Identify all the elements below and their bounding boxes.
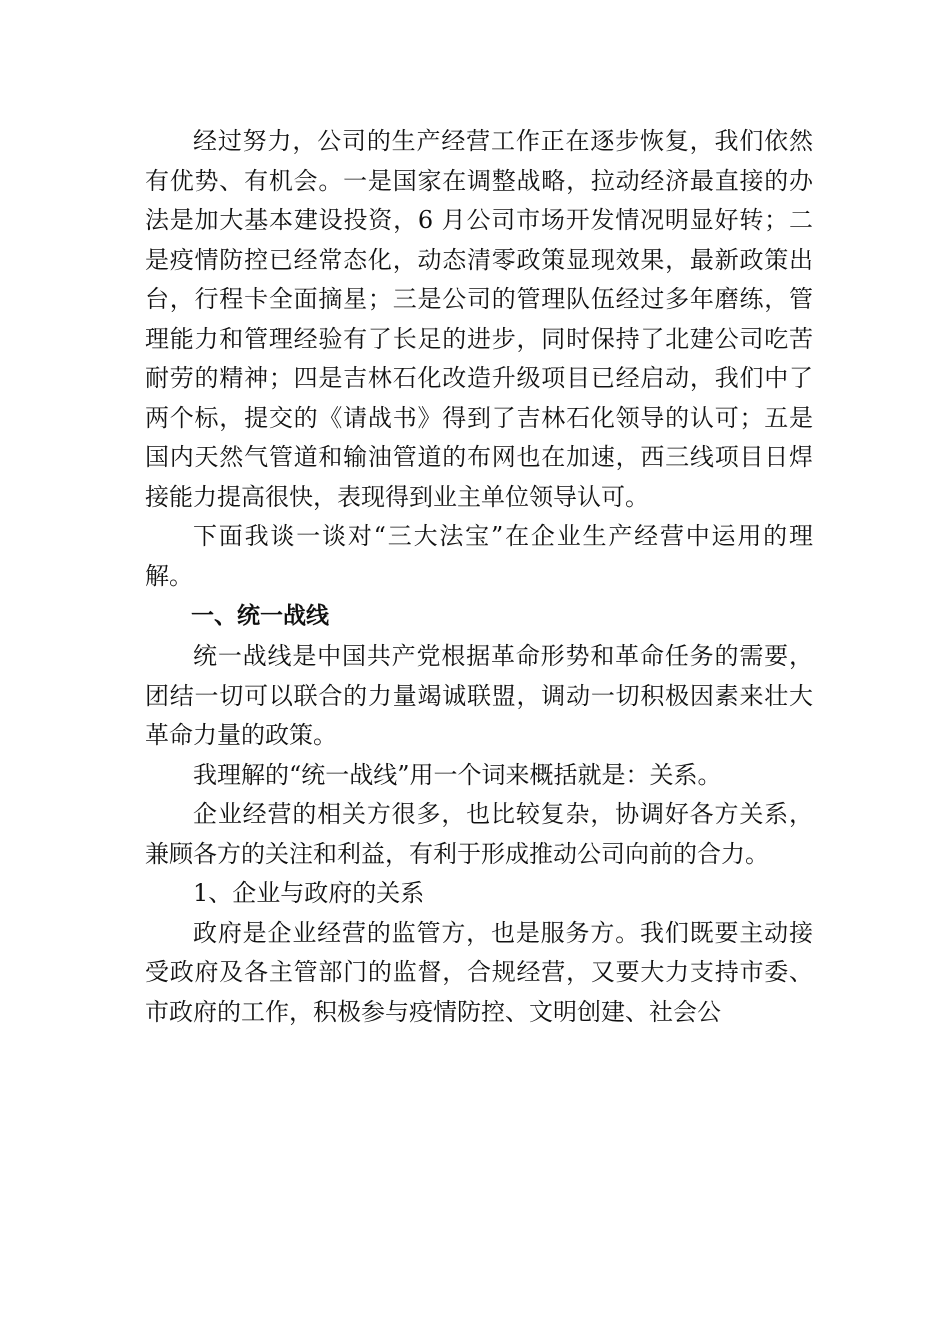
paragraph-government: 政府是企业经营的监管方，也是服务方。我们既要主动接受政府及各主管部门的监督，合规经营，又要大力支持市委、市政府的工作，积极参与疫情防控、文明创建、社会公 bbox=[145, 918, 813, 1026]
subheading-government-relations: 1、企业与政府的关系 bbox=[193, 879, 425, 907]
section-heading-united-front: 一、统一战线 bbox=[191, 603, 329, 629]
paragraph-intro-three-treasures: 下面我谈一谈对“三大法宝”在企业生产经营中运用的理解。 bbox=[145, 522, 813, 590]
document-body bbox=[145, 122, 813, 1032]
paragraph-advantages: 经过努力，公司的生产经营工作正在逐步恢复，我们依然有优势、有机会。一是国家在调整战略，拉动经济最直接的办法是加大基本建设投资，6 月公司市场开发情况明显好转；二是疫情防控已经常态化，动态清零政策显现效果，最新政策出台，行程卡全面摘星；三是公司的管理队伍经过多年磨练，管理能力和管理经验有了长足的进步，同时保持了北建公司吃苦耐劳的精神；四是吉林石化改造升级项目已经启动，我们中了两个标，提交的《请战书》得到了吉林石化领导的认可；五是国内天然气管道和输油管道的布网也在加速，西三线项目日焊接能力提高很快，表现得到业主单位领导认可。 bbox=[145, 127, 813, 511]
paragraph-stakeholders: 企业经营的相关方很多，也比较复杂，协调好各方关系，兼顾各方的关注和利益，有利于形成推动公司向前的合力。 bbox=[145, 800, 813, 868]
paragraph-united-front-summary: 我理解的“统一战线”用一个词来概括就是：关系。 bbox=[193, 760, 722, 789]
paragraph-united-front-definition: 统一战线是中国共产党根据革命形势和革命任务的需要，团结一切可以联合的力量竭诚联盟，调动一切积极因素来壮大革命力量的政策。 bbox=[145, 642, 813, 749]
